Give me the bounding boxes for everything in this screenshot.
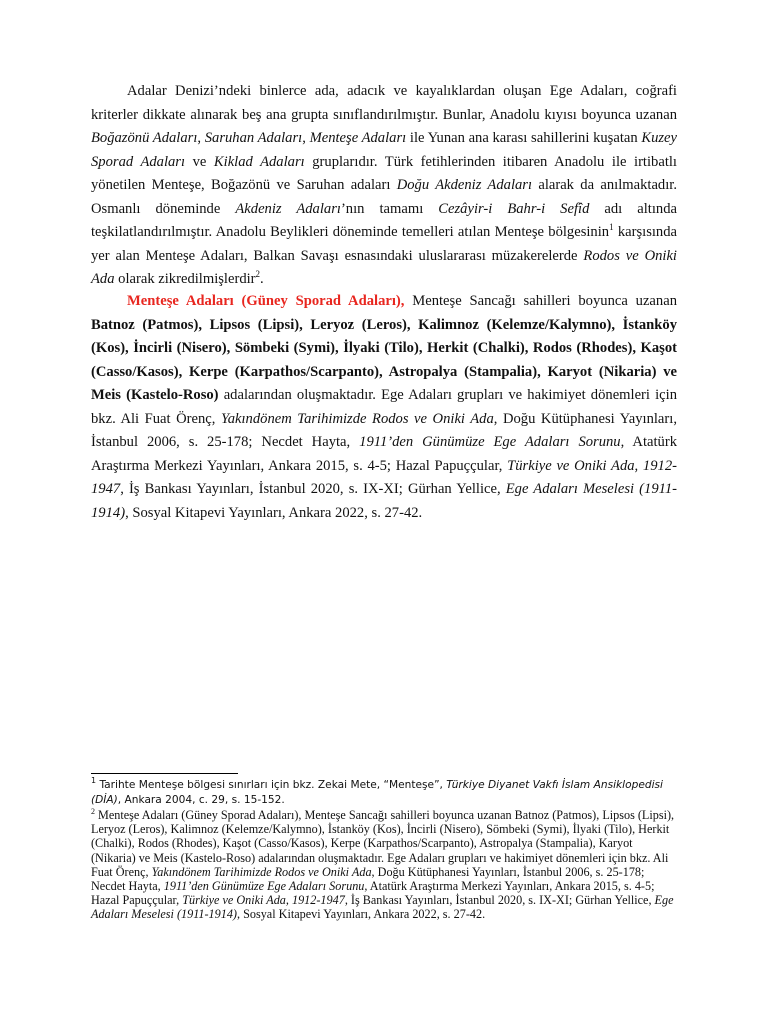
text-run: adı altında teşkilatlandırılmıştır. Anadolu Beylikleri döneminde temelleri atılan Menteşe bölgesinin	[91, 200, 677, 240]
footnote-ref-2[interactable]: 2	[255, 269, 261, 279]
text-run: gruplarıdır. Türk fetihlerinden itibaren Anadolu ile irtibatlı yönetilen Menteşe, Boğazönü ve Saruhan adaları	[91, 153, 677, 193]
italic-term: Doğu Akdeniz Adaları	[396, 177, 533, 193]
text-run: ,	[197, 130, 205, 146]
text-run: ve	[185, 153, 214, 170]
footnote-ref-1[interactable]: 1	[609, 222, 614, 232]
italic-term: Boğazönü Adaları	[91, 130, 198, 146]
text-run: alarak da anılmaktadır. Osmanlı döneminde	[91, 177, 677, 217]
text-run: Menteşe Adaları (Güney Sporad Adaları), Menteşe Sancağı sahilleri boyunca uzanan Batnoz (Patmos), Lipsos (Lipsi), Leryoz (Leros), Kalimnoz (Kelemze/Kalymno), İstanköy (Kos), İncirli (Nisero), Sömbeki (Symi), İlyaki (Tilo), Herkit (Chalki), Rodos (Rhodes), Kaşot (Casso/Kasos), Kerpe (Karpathos/Scarpanto), Astropalya (Stampalia), Karyot (Nikaria) ve Meis (Kastelo-Roso) adalarından oluşmaktadır. Ege Adaları grupları ve hakimiyet dönemleri için bkz. Ali Fuat Örenç,	[91, 808, 675, 879]
italic-term: Cezâyir-i Bahr-i Sefîd	[438, 200, 590, 217]
italic-title: Ege Adaları Meselesi (1911-1914)	[91, 481, 677, 521]
italic-term: Menteşe Adaları	[309, 130, 407, 146]
italic-term: Saruhan Adaları	[204, 130, 303, 146]
italic-title: Yakındönem Tarihimizde Rodos ve Oniki Ada	[151, 864, 372, 879]
text-run: .	[260, 271, 264, 287]
text-run: Menteşe Sancağı sahilleri boyunca uzanan	[404, 293, 677, 309]
italic-title: 1911’den Günümüze Ege Adaları Sorunu	[359, 434, 621, 450]
text-run: Tarihte Menteşe bölgesi sınırları için bkz. Zekai Mete, “Menteşe”,	[96, 779, 447, 791]
text-run: , Atatürk Araştırma Merkezi Yayınları, Ankara 2015, s. 4-5; Hazal Papuççular,	[91, 434, 677, 474]
italic-term: Kiklad Adaları	[213, 153, 305, 170]
paragraph-intro	[91, 80, 677, 292]
italic-title: Türkiye ve Oniki Ada, 1912-1947	[91, 457, 677, 497]
text-run: olarak zikredilmişlerdir	[114, 271, 256, 287]
text-run: adalarından oluşmaktadır. Ege Adaları grupları ve hakimiyet dönemleri için bkz. Ali Fuat Örenç,	[91, 387, 677, 427]
text-run: , İş Bankası Yayınları, İstanbul 2020, s. IX-XI; Gürhan Yellice,	[120, 481, 506, 497]
highlighted-heading: Menteşe Adaları (Güney Sporad Adaları),	[127, 293, 405, 309]
text-run: ’nın tamamı	[340, 200, 439, 217]
paragraph-islands	[91, 290, 677, 525]
footnote-separator	[91, 773, 238, 774]
text-run: karşısında yer alan Menteşe Adaları, Balkan Savaşı esnasındaki uluslararası müzakerelerde	[91, 224, 677, 264]
text-run: Adalar Denizi’ndeki binlerce ada, adacık ve kayalıklardan oluşan Ege Adaları, coğrafi kriterler dikkate alınarak beş ana grupta sınıflandırılmıştır. Bunlar, Anadolu kıyısı boyunca uzanan	[91, 83, 677, 123]
text-run: ,	[302, 130, 310, 146]
footnote-number: 1	[91, 776, 97, 785]
italic-term: Rodos ve Oniki Ada	[91, 247, 677, 287]
italic-title: 1911’den Günümüze Ege Adaları Sorunu	[163, 879, 365, 894]
footnote-2	[91, 808, 677, 922]
italic-title: Türkiye Diyanet Vakfı İslam Ansiklopedisi (DİA)	[91, 779, 663, 806]
bold-island-list: Batnoz (Patmos), Lipsos (Lipsi), Leryoz (Leros), Kalimnoz (Kelemze/Kalymno), İstanköy (Kos), İncirli (Nisero), Sömbeki (Symi), İlyaki (Tilo), Herkit (Chalki), Rodos (Rhodes), Kaşot (Casso/Kasos), Kerpe (Karpathos/Scarpanto), Astropalya (Stampalia), Karyot (Nikaria) ve Meis (Kastelo-Roso)	[91, 316, 677, 403]
footnote-1	[91, 778, 677, 807]
italic-title: Türkiye ve Oniki Ada, 1912-1947	[182, 893, 345, 908]
italic-term: Kuzey Sporad Adaları	[91, 130, 678, 170]
footnote-number: 2	[91, 807, 95, 816]
text-run: , Doğu Kütüphanesi Yayınları, İstanbul 2006, s. 25-178; Necdet Hayta,	[91, 410, 677, 450]
text-run: , Ankara 2004, c. 29, s. 15-152.	[117, 793, 285, 806]
text-run: ile Yunan ana karası sahillerini kuşatan	[406, 130, 642, 146]
text-run: , Doğu Kütüphanesi Yayınları, İstanbul 2006, s. 25-178; Necdet Hayta,	[91, 864, 645, 894]
text-run: , Sosyal Kitapevi Yayınları, Ankara 2022, s. 27-42.	[237, 907, 486, 922]
text-run: , İş Bankası Yayınları, İstanbul 2020, s. IX-XI; Gürhan Yellice,	[344, 893, 655, 908]
italic-title: Yakındönem Tarihimizde Rodos ve Oniki Ada	[220, 410, 494, 427]
text-run: , Sosyal Kitapevi Yayınları, Ankara 2022, s. 27-42.	[125, 504, 423, 521]
italic-term: Akdeniz Adaları	[235, 200, 341, 217]
text-run: , Atatürk Araştırma Merkezi Yayınları, Ankara 2015, s. 4-5; Hazal Papuççular,	[91, 879, 655, 908]
italic-title: Ege Adaları Meselesi (1911-1914)	[91, 893, 674, 922]
